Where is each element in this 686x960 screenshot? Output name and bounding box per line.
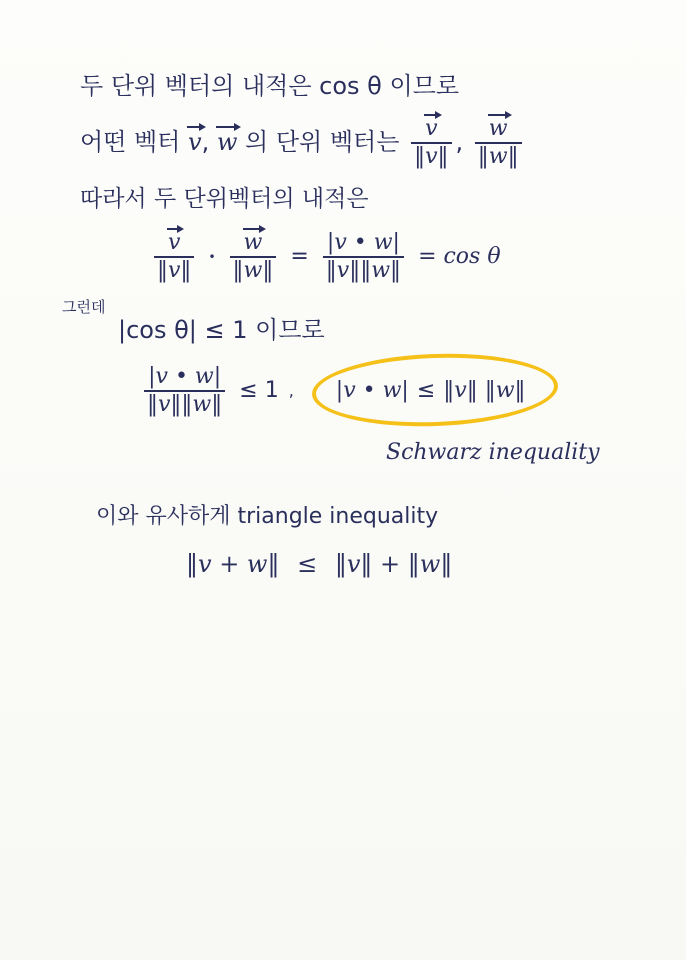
- frac-w-den: ‖w‖: [230, 256, 277, 282]
- cos-bound-line: |cos θ| ≤ 1 이므로: [118, 316, 325, 344]
- triangle-intro: 이와 유사하게 triangle inequality: [96, 504, 439, 529]
- abs-ratio-num: |v • w|: [148, 364, 222, 389]
- unit-v-numerator: v: [425, 116, 438, 141]
- schwarz-caption: Schwarz inequality: [386, 440, 600, 465]
- triangle-op: ≤: [297, 550, 318, 578]
- unit-w-numerator: w: [488, 116, 508, 141]
- vector-w: w: [216, 128, 238, 156]
- unit-vector-prefix: 어떤 벡터: [80, 128, 181, 156]
- yellow-circle-highlight: [311, 350, 559, 431]
- frac-v: [154, 232, 194, 282]
- dot-product-intro: 따라서 두 단위벡터의 내적은: [80, 186, 369, 212]
- dot-product-equation: [150, 232, 501, 282]
- schwarz-op: ≤: [416, 378, 436, 403]
- unit-w-denominator: ‖w‖: [475, 142, 522, 168]
- frac-vw-num: |v • w|: [326, 230, 400, 255]
- schwarz-inequality-highlight: [326, 374, 536, 408]
- frac-vw-den: ‖v‖‖w‖: [323, 256, 404, 282]
- schwarz-rhs: ‖v‖ ‖w‖: [443, 378, 526, 403]
- triangle-rhs: ‖v‖ + ‖w‖: [334, 550, 453, 578]
- le-one: ≤ 1: [239, 378, 279, 403]
- vector-v: v: [188, 128, 202, 156]
- triangle-inequality: [186, 552, 452, 576]
- triangle-lhs: ‖v + w‖: [186, 550, 280, 578]
- schwarz-lhs: |v • w|: [335, 378, 409, 403]
- cos-theta: = cos θ: [418, 244, 501, 269]
- unit-vector-mid: 의 단위 벡터는: [245, 128, 400, 156]
- frac-vw: [323, 232, 404, 282]
- frac-w-num: w: [243, 230, 263, 255]
- however-label: 그런데: [62, 298, 106, 316]
- intro-line: 두 단위 벡터의 내적은 cos θ 이므로: [80, 72, 460, 100]
- abs-ratio-fraction: [144, 366, 225, 416]
- frac-v-num: v: [168, 230, 181, 255]
- unit-w-fraction: [475, 118, 522, 168]
- unit-v-denominator: ‖v‖: [411, 142, 451, 168]
- frac-w: [230, 232, 277, 282]
- unit-v-fraction: [411, 118, 451, 168]
- dot-operator: •: [208, 250, 216, 264]
- equals-sign: =: [290, 244, 309, 269]
- bound-equation: [140, 366, 536, 416]
- frac-v-den: ‖v‖: [154, 256, 194, 282]
- unit-vector-line: 어떤 벡터 v, w 의 단위 벡터는 $\frac{v}{‖v‖}$ , $\frac{w}{‖w‖}$: [80, 118, 526, 168]
- abs-ratio-den: ‖v‖‖w‖: [144, 390, 225, 416]
- vector-comma: ,: [201, 128, 210, 156]
- bound-comma: ,: [288, 381, 294, 400]
